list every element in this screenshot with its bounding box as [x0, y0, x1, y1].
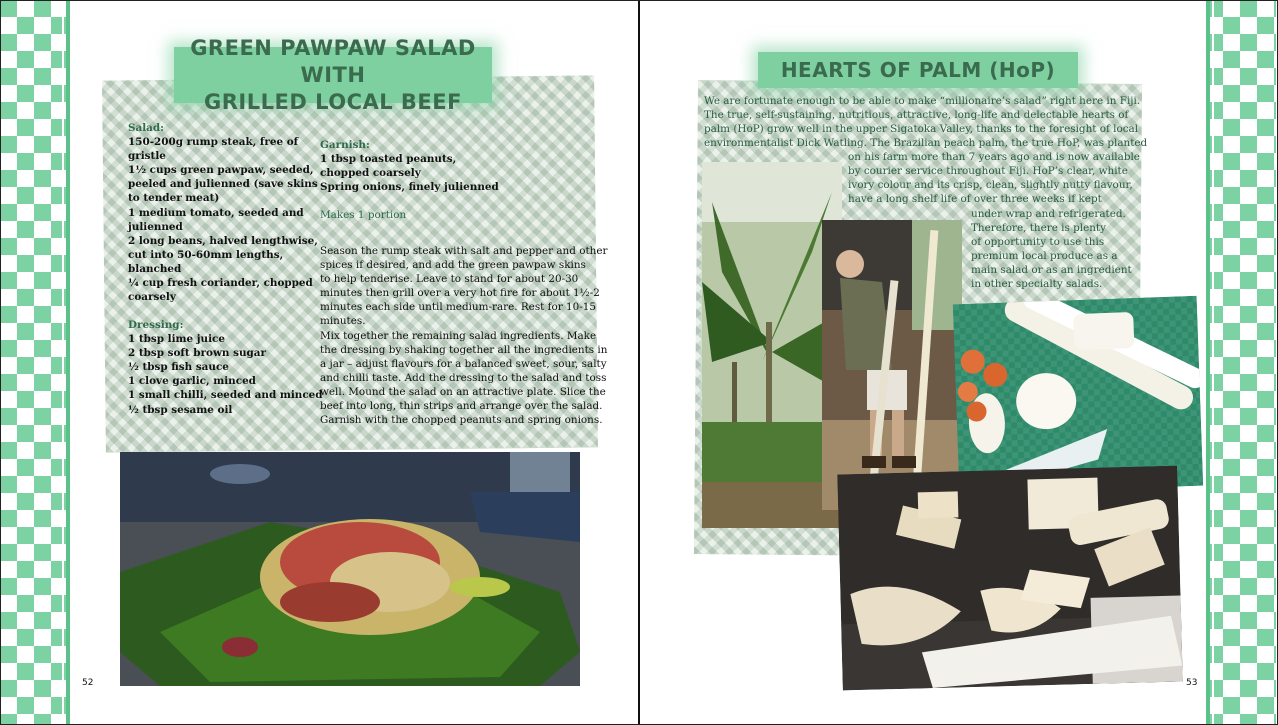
- intro-line: under wrap and refrigerated.: [971, 208, 1126, 220]
- method-line: the dressing by shaking together all the ingredients in: [320, 343, 608, 356]
- intro-line: have a long shelf life of over three weeks if kept: [848, 193, 1102, 206]
- dressing-heading: Dressing:: [128, 319, 184, 331]
- method-line: minutes.: [320, 315, 366, 328]
- intro-line: of opportunity to use this: [971, 236, 1105, 249]
- hop-intro-full: [704, 94, 1148, 150]
- salad-line: cut into 50-60mm lengths,: [128, 248, 284, 261]
- salad-line: peeled and julienned (save skins: [128, 178, 318, 191]
- intro-line: ivory colour and its crisp, clean, slightly nutty flavour,: [848, 179, 1133, 192]
- method-line: spices if desired, and add the green pawpaw skins: [320, 259, 586, 272]
- salad-line: 1 medium tomato, seeded and: [128, 206, 304, 219]
- garnish-heading: Garnish:: [320, 139, 370, 151]
- intro-line: palm (HoP) grow well in the upper Sigatoka Valley, thanks to the foresight of local: [704, 123, 1139, 136]
- salad-ingredients: [128, 121, 318, 304]
- method-line: a jar – adjust flavours for a balanced sweet, sour, salty: [320, 357, 607, 370]
- right-title: HEARTS OF PALM (HoP): [780, 58, 1056, 82]
- tapa-border-right: [1206, 0, 1276, 725]
- method-line: to help tenderise. Leave to stand for about 20-30: [320, 273, 579, 286]
- intro-line: on his farm more than 7 years ago and is now available: [848, 151, 1140, 163]
- page-gutter: [638, 0, 640, 725]
- salad-line: to tender meat): [128, 192, 220, 205]
- tapa-border-left: [0, 0, 70, 725]
- method-line: beef into long, thin strips and arrange over the salad.: [320, 400, 603, 413]
- garnish-line: Spring onions, finely julienned: [320, 181, 499, 194]
- intro-line: in other specialty salads.: [971, 278, 1103, 291]
- salad-line: blanched: [128, 262, 182, 275]
- intro-line: by courier service throughout Fiji. HoP’s clear, white: [848, 165, 1128, 178]
- palm-trees-photo: [702, 162, 842, 528]
- method-line: Season the rump steak with salt and pepper and other: [320, 245, 608, 257]
- intro-line: premium local produce as a: [971, 250, 1118, 263]
- hop-intro-narrow: [971, 207, 1131, 292]
- intro-line: Therefore, there is plenty: [971, 222, 1106, 235]
- salad-line: coarsely: [128, 291, 176, 304]
- method-line: minutes then grill over a very hot fire for about 1½-2: [320, 287, 600, 300]
- salad-line: 2 long beans, halved lengthwise,: [128, 234, 318, 247]
- method-line: Garnish with the chopped peanuts and spring onions.: [320, 414, 603, 427]
- left-title-band: [174, 35, 492, 114]
- page-number-left: 52: [82, 678, 94, 688]
- left-title-line1: GREEN PAWPAW SALAD WITH: [190, 35, 476, 87]
- salad-line: ¼ cup fresh coriander, chopped: [128, 277, 313, 290]
- dressing-line: 2 tbsp soft brown sugar: [128, 347, 266, 360]
- intro-line: The true, self-sustaining, nutritious, attractive, long-life and delectable hearts of: [704, 109, 1129, 122]
- page-number-right: 53: [1186, 678, 1198, 688]
- method-line: Mix together the remaining salad ingredients. Make: [320, 329, 597, 342]
- method-text: [320, 244, 608, 427]
- right-title-band: [758, 52, 1078, 88]
- garnish-line: chopped coarsely: [320, 167, 421, 180]
- dressing-line: 1 small chilli, seeded and minced: [128, 389, 323, 402]
- dressing-line: ½ tbsp sesame oil: [128, 403, 233, 416]
- makes-portion: Makes 1 portion: [320, 209, 407, 221]
- intro-line: main salad or as an ingredient: [971, 264, 1132, 277]
- farmer-harvesting-photo: [822, 220, 962, 510]
- intro-line: environmentalist Dick Watling. The Brazilian peach palm, the true HoP, was planted: [704, 137, 1148, 150]
- garnish-line: 1 tbsp toasted peanuts,: [320, 153, 457, 166]
- salad-line: gristle: [128, 150, 166, 163]
- dressing-line: 1 clove garlic, minced: [128, 375, 256, 388]
- salad-line: julienned: [128, 220, 183, 233]
- intro-line: We are fortunate enough to be able to make “millionaire’s salad” right here in Fiji.: [704, 95, 1141, 107]
- dressing-ingredients: [128, 318, 323, 417]
- salad-line: 150-200g rump steak, free of: [128, 136, 299, 149]
- garnish-ingredients: [320, 138, 500, 194]
- method-line: well. Mound the salad on an attractive plate. Slice the: [320, 385, 606, 398]
- left-title-line2: GRILLED LOCAL BEEF: [204, 89, 462, 114]
- salad-line: 1½ cups green pawpaw, seeded,: [128, 164, 314, 177]
- salad-photo: [120, 452, 580, 686]
- chopped-palm-photo: [837, 466, 1183, 691]
- method-line: minutes each side until medium-rare. Rest for 10-15: [320, 301, 596, 314]
- dressing-line: 1 tbsp lime juice: [128, 333, 225, 346]
- salad-heading: Salad:: [128, 122, 165, 134]
- hop-intro-mid: [848, 150, 1140, 206]
- dressing-line: ½ tbsp fish sauce: [128, 361, 229, 374]
- hearts-of-palm-photo: [953, 296, 1203, 494]
- method-line: and chilli taste. Add the dressing to the salad and toss: [320, 371, 607, 384]
